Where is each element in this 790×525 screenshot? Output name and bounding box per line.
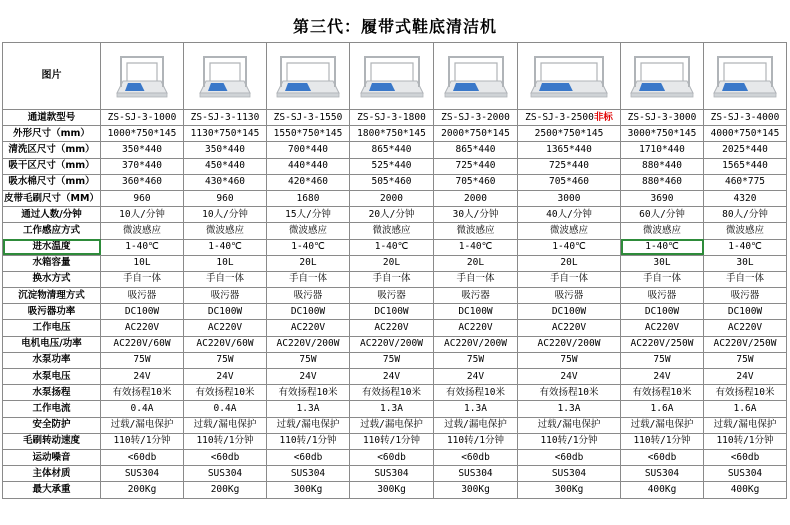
spec-value[interactable]: 4000*750*145 xyxy=(704,126,787,142)
spec-value[interactable]: 705*460 xyxy=(434,174,518,190)
spec-value[interactable]: 24V xyxy=(101,369,184,385)
spec-value[interactable]: 15人/分钟 xyxy=(267,207,350,223)
product-picture-cell xyxy=(621,43,704,110)
spec-value[interactable]: 手自一体 xyxy=(434,271,518,287)
spec-value[interactable]: 吸污器 xyxy=(434,288,518,304)
shoe-sole-cleaner-machine-icon xyxy=(106,47,178,105)
spec-value[interactable]: 吸污器 xyxy=(704,288,787,304)
spec-value[interactable]: 吸污器 xyxy=(101,288,184,304)
spec-value[interactable]: 700*440 xyxy=(267,142,350,158)
spec-value[interactable]: 24V xyxy=(434,369,518,385)
spec-value[interactable]: 300Kg xyxy=(350,482,434,498)
spec-label: 最大承重 xyxy=(3,482,101,498)
spec-row xyxy=(3,207,787,223)
spec-value[interactable]: 505*460 xyxy=(350,174,434,190)
spec-value[interactable]: 手自一体 xyxy=(101,271,184,287)
spec-value[interactable]: 705*460 xyxy=(518,174,621,190)
spec-value[interactable]: 0.4A xyxy=(184,401,267,417)
spec-label: 安全防护 xyxy=(3,417,101,433)
spec-value[interactable]: 110转/1分钟 xyxy=(434,433,518,449)
spec-value[interactable]: 30L xyxy=(621,255,704,271)
model-number-text: ZS-SJ-3-1000 xyxy=(107,111,177,123)
spec-value[interactable]: <60db xyxy=(267,449,350,465)
spec-value[interactable]: <60db xyxy=(704,449,787,465)
spec-value[interactable]: 手自一体 xyxy=(518,271,621,287)
spec-label: 皮带毛刷尺寸（MM） xyxy=(3,190,101,206)
spec-value[interactable]: AC220V xyxy=(101,320,184,336)
spec-value[interactable]: AC220V xyxy=(350,320,434,336)
spec-value[interactable]: 3000*750*145 xyxy=(621,126,704,142)
spec-value[interactable]: 1710*440 xyxy=(621,142,704,158)
page-title: 第三代：履带式鞋底清洁机 xyxy=(292,17,497,36)
spec-row xyxy=(3,223,787,239)
spec-label: 进水温度 xyxy=(3,239,101,255)
model-number-text: ZS-SJ-3-1130 xyxy=(190,111,260,123)
spec-value[interactable]: 1.3A xyxy=(350,401,434,417)
spec-label: 运动噪音 xyxy=(3,449,101,465)
spec-row xyxy=(3,304,787,320)
spec-value[interactable]: 有效扬程10米 xyxy=(518,385,621,401)
spec-value[interactable]: DC100W xyxy=(434,304,518,320)
spec-value[interactable]: SUS304 xyxy=(184,466,267,482)
model-number xyxy=(184,110,267,126)
spec-label: 电机电压/功率 xyxy=(3,336,101,352)
spec-label: 吸污器功率 xyxy=(3,304,101,320)
spec-row xyxy=(3,369,787,385)
spec-value[interactable]: 过载/漏电保护 xyxy=(184,417,267,433)
picture-row xyxy=(3,43,787,110)
spec-value[interactable]: 有效扬程10米 xyxy=(704,385,787,401)
spec-row xyxy=(3,466,787,482)
spec-value[interactable]: 有效扬程10米 xyxy=(101,385,184,401)
spec-value[interactable]: AC220V xyxy=(704,320,787,336)
spec-row xyxy=(3,158,787,174)
spec-value[interactable]: 手自一体 xyxy=(621,271,704,287)
spec-value[interactable]: DC100W xyxy=(101,304,184,320)
spec-value[interactable]: 2000 xyxy=(350,190,434,206)
spec-label: 换水方式 xyxy=(3,271,101,287)
spec-value[interactable]: 10人/分钟 xyxy=(101,207,184,223)
spec-value[interactable]: 0.4A xyxy=(101,401,184,417)
spec-value[interactable]: 420*460 xyxy=(267,174,350,190)
spec-value[interactable]: 2000 xyxy=(434,190,518,206)
spec-value[interactable]: 2000*750*145 xyxy=(434,126,518,142)
spec-value[interactable]: 350*440 xyxy=(184,142,267,158)
spec-value[interactable]: 110转/1分钟 xyxy=(101,433,184,449)
product-picture-cell xyxy=(350,43,434,110)
spec-value[interactable]: 吸污器 xyxy=(184,288,267,304)
product-picture-cell xyxy=(434,43,518,110)
spec-value[interactable]: AC220V/200W xyxy=(350,336,434,352)
spec-value[interactable]: 24V xyxy=(350,369,434,385)
spec-label: 沉淀物清理方式 xyxy=(3,288,101,304)
spec-value[interactable]: 4320 xyxy=(704,190,787,206)
spec-value[interactable]: 吸污器 xyxy=(621,288,704,304)
spec-value[interactable]: 20人/分钟 xyxy=(350,207,434,223)
spec-value[interactable]: AC220V/60W xyxy=(101,336,184,352)
spec-label: 毛刷转动速度 xyxy=(3,433,101,449)
spec-label: 通过人数/分钟 xyxy=(3,207,101,223)
spec-value[interactable]: 1000*750*145 xyxy=(101,126,184,142)
spec-label: 清洗区尺寸（mm） xyxy=(3,142,101,158)
spec-value[interactable]: 24V xyxy=(621,369,704,385)
spec-value[interactable]: 20L xyxy=(350,255,434,271)
spec-label: 吸干区尺寸（mm） xyxy=(3,158,101,174)
spec-value[interactable]: 1-40℃ xyxy=(350,239,434,255)
spec-value[interactable]: 1.3A xyxy=(518,401,621,417)
spec-value[interactable]: 75W xyxy=(184,352,267,368)
spec-value[interactable]: <60db xyxy=(434,449,518,465)
model-label: 通道款型号 xyxy=(3,110,101,126)
spec-row xyxy=(3,385,787,401)
spec-value[interactable]: 1565*440 xyxy=(704,158,787,174)
spec-value[interactable]: 微波感应 xyxy=(704,223,787,239)
spec-table xyxy=(2,42,787,499)
spec-label: 水泵电压 xyxy=(3,369,101,385)
spec-value[interactable]: AC220V/200W xyxy=(518,336,621,352)
shoe-sole-cleaner-machine-icon xyxy=(272,47,344,105)
spec-label: 水箱容量 xyxy=(3,255,101,271)
spec-value[interactable]: 400Kg xyxy=(704,482,787,498)
spec-row xyxy=(3,190,787,206)
spec-value[interactable]: 20L xyxy=(267,255,350,271)
spec-value[interactable]: 过载/漏电保护 xyxy=(704,417,787,433)
spec-value[interactable]: 1.6A xyxy=(621,401,704,417)
spec-value[interactable]: 1680 xyxy=(267,190,350,206)
spec-value[interactable]: 微波感应 xyxy=(350,223,434,239)
spec-value[interactable]: 30人/分钟 xyxy=(434,207,518,223)
spec-value[interactable]: AC220V xyxy=(518,320,621,336)
model-number xyxy=(350,110,434,126)
spec-value[interactable]: 24V xyxy=(267,369,350,385)
spec-value[interactable]: 过载/漏电保护 xyxy=(518,417,621,433)
spec-label: 水泵功率 xyxy=(3,352,101,368)
spec-row xyxy=(3,482,787,498)
spec-value[interactable]: 有效扬程10米 xyxy=(434,385,518,401)
spec-value[interactable]: 75W xyxy=(434,352,518,368)
spec-label: 工作感应方式 xyxy=(3,223,101,239)
spec-value[interactable]: 725*440 xyxy=(434,158,518,174)
spec-value[interactable]: 过载/漏电保护 xyxy=(434,417,518,433)
spec-value[interactable]: 微波感应 xyxy=(434,223,518,239)
spec-value[interactable]: SUS304 xyxy=(434,466,518,482)
spec-label: 主体材质 xyxy=(3,466,101,482)
picture-label: 图片 xyxy=(3,43,101,110)
spec-value[interactable]: 75W xyxy=(350,352,434,368)
product-picture-cell xyxy=(518,43,621,110)
model-number xyxy=(518,110,621,126)
spec-value[interactable]: 300Kg xyxy=(434,482,518,498)
model-number-text: ZS-SJ-3-4000 xyxy=(710,111,780,123)
spec-value[interactable]: 吸污器 xyxy=(267,288,350,304)
spec-value[interactable]: 有效扬程10米 xyxy=(621,385,704,401)
product-picture-cell xyxy=(184,43,267,110)
spec-value[interactable]: 1-40℃ xyxy=(434,239,518,255)
spec-value[interactable]: 手自一体 xyxy=(704,271,787,287)
spec-value[interactable]: 110转/1分钟 xyxy=(621,433,704,449)
spec-value[interactable]: 360*460 xyxy=(101,174,184,190)
shoe-sole-cleaner-machine-icon xyxy=(526,47,612,105)
spec-row xyxy=(3,336,787,352)
spec-value[interactable]: 1-40℃ xyxy=(518,239,621,255)
spec-value[interactable]: AC220V/60W xyxy=(184,336,267,352)
product-picture-cell xyxy=(704,43,787,110)
spec-value[interactable]: 525*440 xyxy=(350,158,434,174)
model-number-text: ZS-SJ-3-2000 xyxy=(441,111,510,123)
spec-value[interactable]: 75W xyxy=(518,352,621,368)
spec-row xyxy=(3,288,787,304)
spec-value[interactable]: 有效扬程10米 xyxy=(267,385,350,401)
spec-value[interactable]: 75W xyxy=(267,352,350,368)
spec-value[interactable]: 200Kg xyxy=(184,482,267,498)
spec-value[interactable]: 1365*440 xyxy=(518,142,621,158)
spec-row xyxy=(3,271,787,287)
spec-value[interactable]: 400Kg xyxy=(621,482,704,498)
spec-row xyxy=(3,126,787,142)
spec-value[interactable]: SUS304 xyxy=(101,466,184,482)
spec-value[interactable]: 微波感应 xyxy=(184,223,267,239)
spec-row xyxy=(3,401,787,417)
spec-row xyxy=(3,320,787,336)
spec-value[interactable]: 110转/1分钟 xyxy=(350,433,434,449)
shoe-sole-cleaner-machine-icon xyxy=(440,47,512,105)
spec-value[interactable]: <60db xyxy=(184,449,267,465)
model-number xyxy=(434,110,518,126)
spec-value[interactable]: AC220V/250W xyxy=(621,336,704,352)
model-number-text: ZS-SJ-3-1550 xyxy=(273,111,343,123)
spec-value[interactable]: AC220V xyxy=(267,320,350,336)
spec-value[interactable]: 110转/1分钟 xyxy=(704,433,787,449)
spec-value[interactable]: 40人/分钟 xyxy=(518,207,621,223)
spec-value[interactable]: 960 xyxy=(184,190,267,206)
spec-row xyxy=(3,449,787,465)
spec-value[interactable]: 10人/分钟 xyxy=(184,207,267,223)
spec-label: 吸水棉尺寸（mm） xyxy=(3,174,101,190)
spec-row xyxy=(3,433,787,449)
spec-value[interactable]: 微波感应 xyxy=(101,223,184,239)
spec-value[interactable]: 20L xyxy=(434,255,518,271)
spec-value[interactable]: 2500*750*145 xyxy=(518,126,621,142)
spec-table-body xyxy=(3,43,787,499)
spec-value[interactable]: 有效扬程10米 xyxy=(350,385,434,401)
spec-value[interactable]: 300Kg xyxy=(267,482,350,498)
spec-value[interactable]: AC220V/200W xyxy=(434,336,518,352)
spec-value[interactable]: 微波感应 xyxy=(267,223,350,239)
spec-value[interactable]: DC100W xyxy=(704,304,787,320)
spec-value[interactable]: 350*440 xyxy=(101,142,184,158)
product-picture-cell xyxy=(267,43,350,110)
spec-value[interactable]: 75W xyxy=(101,352,184,368)
spec-value[interactable]: DC100W xyxy=(518,304,621,320)
spec-value[interactable]: 1800*750*145 xyxy=(350,126,434,142)
model-number-text: ZS-SJ-3-1800 xyxy=(357,111,426,123)
spec-value[interactable]: AC220V/250W xyxy=(704,336,787,352)
spec-value[interactable]: 460*775 xyxy=(704,174,787,190)
spec-value[interactable]: AC220V xyxy=(621,320,704,336)
shoe-sole-cleaner-machine-icon xyxy=(189,47,261,105)
spec-row xyxy=(3,255,787,271)
spec-value[interactable]: 110转/1分钟 xyxy=(267,433,350,449)
spec-value[interactable]: 1-40℃ xyxy=(101,239,184,255)
model-number-text: ZS-SJ-3-2500 xyxy=(525,111,594,123)
spec-value[interactable]: AC220V/200W xyxy=(267,336,350,352)
spec-value[interactable]: 过载/漏电保护 xyxy=(267,417,350,433)
spec-value[interactable]: 10L xyxy=(101,255,184,271)
spec-value[interactable]: 80人/分钟 xyxy=(704,207,787,223)
spec-label: 工作电压 xyxy=(3,320,101,336)
spec-value[interactable]: SUS304 xyxy=(518,466,621,482)
spec-value[interactable]: 1-40℃ xyxy=(184,239,267,255)
model-number xyxy=(621,110,704,126)
spec-value[interactable]: 吸污器 xyxy=(350,288,434,304)
spec-value[interactable]: 过载/漏电保护 xyxy=(101,417,184,433)
spec-value[interactable]: AC220V xyxy=(434,320,518,336)
spec-value[interactable]: 725*440 xyxy=(518,158,621,174)
shoe-sole-cleaner-machine-icon xyxy=(356,47,428,105)
non-standard-mark: 非标 xyxy=(593,111,613,123)
spec-value[interactable]: 75W xyxy=(621,352,704,368)
spec-value[interactable]: 10L xyxy=(184,255,267,271)
spec-value[interactable]: 24V xyxy=(704,369,787,385)
spec-value[interactable]: 960 xyxy=(101,190,184,206)
spec-value[interactable]: <60db xyxy=(350,449,434,465)
spec-value[interactable]: SUS304 xyxy=(621,466,704,482)
spec-label: 水泵扬程 xyxy=(3,385,101,401)
selected-spec-value[interactable]: 1-40℃ xyxy=(621,239,704,255)
model-number xyxy=(704,110,787,126)
spec-value[interactable]: 865*440 xyxy=(434,142,518,158)
spec-value[interactable]: 2025*440 xyxy=(704,142,787,158)
spec-value[interactable]: 3000 xyxy=(518,190,621,206)
spec-value[interactable]: SUS304 xyxy=(704,466,787,482)
model-number xyxy=(101,110,184,126)
model-number xyxy=(267,110,350,126)
spec-value[interactable]: 1.6A xyxy=(704,401,787,417)
spec-value[interactable]: 有效扬程10米 xyxy=(184,385,267,401)
spec-value[interactable]: 450*440 xyxy=(184,158,267,174)
spec-value[interactable]: 430*460 xyxy=(184,174,267,190)
spec-value[interactable]: 微波感应 xyxy=(621,223,704,239)
model-number-text: ZS-SJ-3-3000 xyxy=(627,111,697,123)
spec-value[interactable]: 1-40℃ xyxy=(267,239,350,255)
spec-value[interactable]: 吸污器 xyxy=(518,288,621,304)
spec-value[interactable]: DC100W xyxy=(621,304,704,320)
spec-value[interactable]: 370*440 xyxy=(101,158,184,174)
spec-value[interactable]: 880*460 xyxy=(621,174,704,190)
spec-value[interactable]: 手自一体 xyxy=(267,271,350,287)
spec-row xyxy=(3,174,787,190)
spec-value[interactable]: 1550*750*145 xyxy=(267,126,350,142)
spec-value[interactable]: SUS304 xyxy=(267,466,350,482)
spec-value[interactable]: 24V xyxy=(518,369,621,385)
spec-value[interactable]: 手自一体 xyxy=(350,271,434,287)
spec-value[interactable]: 110转/1分钟 xyxy=(184,433,267,449)
product-picture-cell xyxy=(101,43,184,110)
spec-value[interactable]: 1.3A xyxy=(434,401,518,417)
spec-value[interactable]: DC100W xyxy=(267,304,350,320)
spec-value[interactable]: 110转/1分钟 xyxy=(518,433,621,449)
spec-value[interactable]: <60db xyxy=(518,449,621,465)
spec-value[interactable]: 过载/漏电保护 xyxy=(621,417,704,433)
shoe-sole-cleaner-machine-icon xyxy=(626,47,698,105)
spec-row xyxy=(3,239,787,255)
spec-value[interactable]: 24V xyxy=(184,369,267,385)
model-row xyxy=(3,110,787,126)
spec-value[interactable]: 20L xyxy=(518,255,621,271)
spec-value[interactable]: DC100W xyxy=(184,304,267,320)
spec-value[interactable]: 1130*750*145 xyxy=(184,126,267,142)
spec-value[interactable]: 1-40℃ xyxy=(704,239,787,255)
spec-value[interactable]: 865*440 xyxy=(350,142,434,158)
spec-value[interactable]: 880*440 xyxy=(621,158,704,174)
spec-value[interactable]: 3690 xyxy=(621,190,704,206)
spec-value[interactable]: 60人/分钟 xyxy=(621,207,704,223)
spec-value[interactable]: <60db xyxy=(101,449,184,465)
spec-value[interactable]: 微波感应 xyxy=(518,223,621,239)
spec-value[interactable]: 75W xyxy=(704,352,787,368)
spec-value[interactable]: AC220V xyxy=(184,320,267,336)
spec-row xyxy=(3,417,787,433)
spec-row xyxy=(3,142,787,158)
spec-value[interactable]: 200Kg xyxy=(101,482,184,498)
spec-value[interactable]: 手自一体 xyxy=(184,271,267,287)
spec-label: 工作电流 xyxy=(3,401,101,417)
spec-value[interactable]: 30L xyxy=(704,255,787,271)
spec-row xyxy=(3,352,787,368)
spec-value[interactable]: 1.3A xyxy=(267,401,350,417)
spec-value[interactable]: <60db xyxy=(621,449,704,465)
spec-value[interactable]: SUS304 xyxy=(350,466,434,482)
spec-value[interactable]: 300Kg xyxy=(518,482,621,498)
spec-value[interactable]: 过载/漏电保护 xyxy=(350,417,434,433)
spec-label: 外形尺寸（mm） xyxy=(3,126,101,142)
spec-value[interactable]: 440*440 xyxy=(267,158,350,174)
shoe-sole-cleaner-machine-icon xyxy=(709,47,781,105)
spec-value[interactable]: DC100W xyxy=(350,304,434,320)
